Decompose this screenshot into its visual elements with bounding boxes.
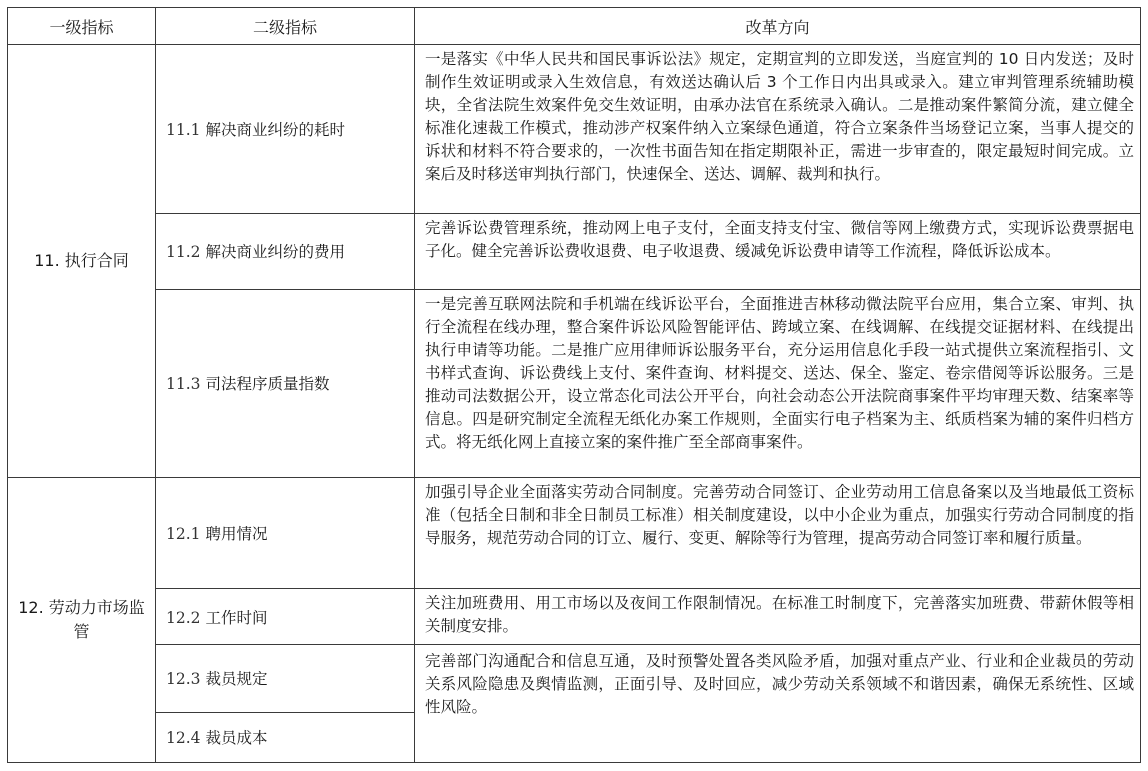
header-direction: 改革方向 xyxy=(415,8,1141,45)
direction-cell: 加强引导企业全面落实劳动合同制度。完善劳动合同签订、企业劳动用工信息备案以及当地最低工资标准（包括全日制和非全日制员工标准）相关制度建设，以中小企业为重点，加强实行劳动合同制度的指导服务，规范劳动合同的订立、履行、变更、解除等行为管理，提高劳动合同签订率和履行质量。 xyxy=(415,478,1141,589)
table-row xyxy=(8,478,1141,589)
level2-cell xyxy=(156,213,415,289)
direction-cell: 关注加班费用、用工市场以及夜间工作限制情况。在标准工时制度下，完善落实加班费、带薪休假等相关制度安排。 xyxy=(415,589,1141,644)
table-row xyxy=(8,45,1141,213)
item-name: 聘用情况 xyxy=(205,525,268,544)
item-number: 12.1 xyxy=(166,525,201,544)
header-level1: 一级指标 xyxy=(8,8,156,45)
item-number: 12.4 xyxy=(166,729,201,748)
item-name: 裁员规定 xyxy=(205,670,268,689)
table-row xyxy=(8,289,1141,477)
item-number: 12.3 xyxy=(166,670,201,689)
level2-cell xyxy=(156,644,415,712)
item-name: 解决商业纠纷的耗时 xyxy=(205,120,345,139)
level1-cell: 12. 劳动力市场监管 xyxy=(8,478,156,763)
table-row xyxy=(8,589,1141,644)
direction-cell: 一是完善互联网法院和手机端在线诉讼平台，全面推进吉林移动微法院平台应用，集合立案、审判、执行全流程在线办理，整合案件诉讼风险智能评估、跨域立案、在线调解、在线提交证据材料、在线提出执行申请等功能。二是推广应用律师诉讼服务平台，充分运用信息化手段一站式提供立案流程指引、文书样式查询、诉讼费线上支付、案件查询、材料提交、送达、保全、鉴定、卷宗借阅等诉讼服务。三是推动司法数据公开，设立常态化司法公开平台，向社会动态公开法院商事案件平均审理天数、结案率等信息。四是研究制定全流程无纸化办案工作规则，全面实行电子档案为主、纸质档案为辅的案件归档方式。将无纸化网上直接立案的案件推广至全部商事案件。 xyxy=(415,289,1141,477)
item-name: 解决商业纠纷的费用 xyxy=(205,243,345,262)
item-number: 12.2 xyxy=(166,608,201,627)
direction-cell: 一是落实《中华人民共和国民事诉讼法》规定，定期宣判的立即发送，当庭宣判的 10 日内发送；及时制作生效证明或录入生效信息，有效送达确认后 3 个工作日内出具或录入。建立审判管理系统辅助模块，全省法院生效案件免交生效证明，由承办法官在系统录入确认。二是推动案件繁简分流，建立健全标准化速裁工作模式，推动涉产权案件纳入立案绿色通道，符合立案条件当场登记立案，当事人提交的诉状和材料不符合要求的，一次性书面告知在指定期限补正，需进一步审查的，限定最短时间完成。立案后及时移送审判执行部门，快速保全、送达、调解、裁判和执行。 xyxy=(415,45,1141,213)
item-number: 11.1 xyxy=(166,120,201,139)
item-number: 11.2 xyxy=(166,243,201,262)
item-number: 11.3 xyxy=(166,375,201,394)
level2-cell xyxy=(156,712,415,762)
level2-cell xyxy=(156,45,415,213)
header-row xyxy=(8,8,1141,45)
item-name: 司法程序质量指数 xyxy=(205,375,330,394)
level1-cell: 11. 执行合同 xyxy=(8,45,156,478)
level2-cell xyxy=(156,289,415,477)
direction-cell: 完善部门沟通配合和信息互通，及时预警处置各类风险矛盾，加强对重点产业、行业和企业裁员的劳动关系风险隐患及舆情监测，正面引导、及时回应，减少劳动关系领域不和谐因素，确保无系统性、区域性风险。 xyxy=(415,644,1141,762)
table-row xyxy=(8,644,1141,712)
level2-cell xyxy=(156,589,415,644)
header-level2: 二级指标 xyxy=(156,8,415,45)
reform-table xyxy=(7,7,1141,763)
direction-cell: 完善诉讼费管理系统，推动网上电子支付，全面支持支付宝、微信等网上缴费方式，实现诉讼费票据电子化。健全完善诉讼费收退费、电子收退费、缓减免诉讼费申请等工作流程，降低诉讼成本。 xyxy=(415,213,1141,289)
item-name: 工作时间 xyxy=(205,608,268,627)
level2-cell xyxy=(156,478,415,589)
item-name: 裁员成本 xyxy=(205,729,268,748)
table-row xyxy=(8,213,1141,289)
